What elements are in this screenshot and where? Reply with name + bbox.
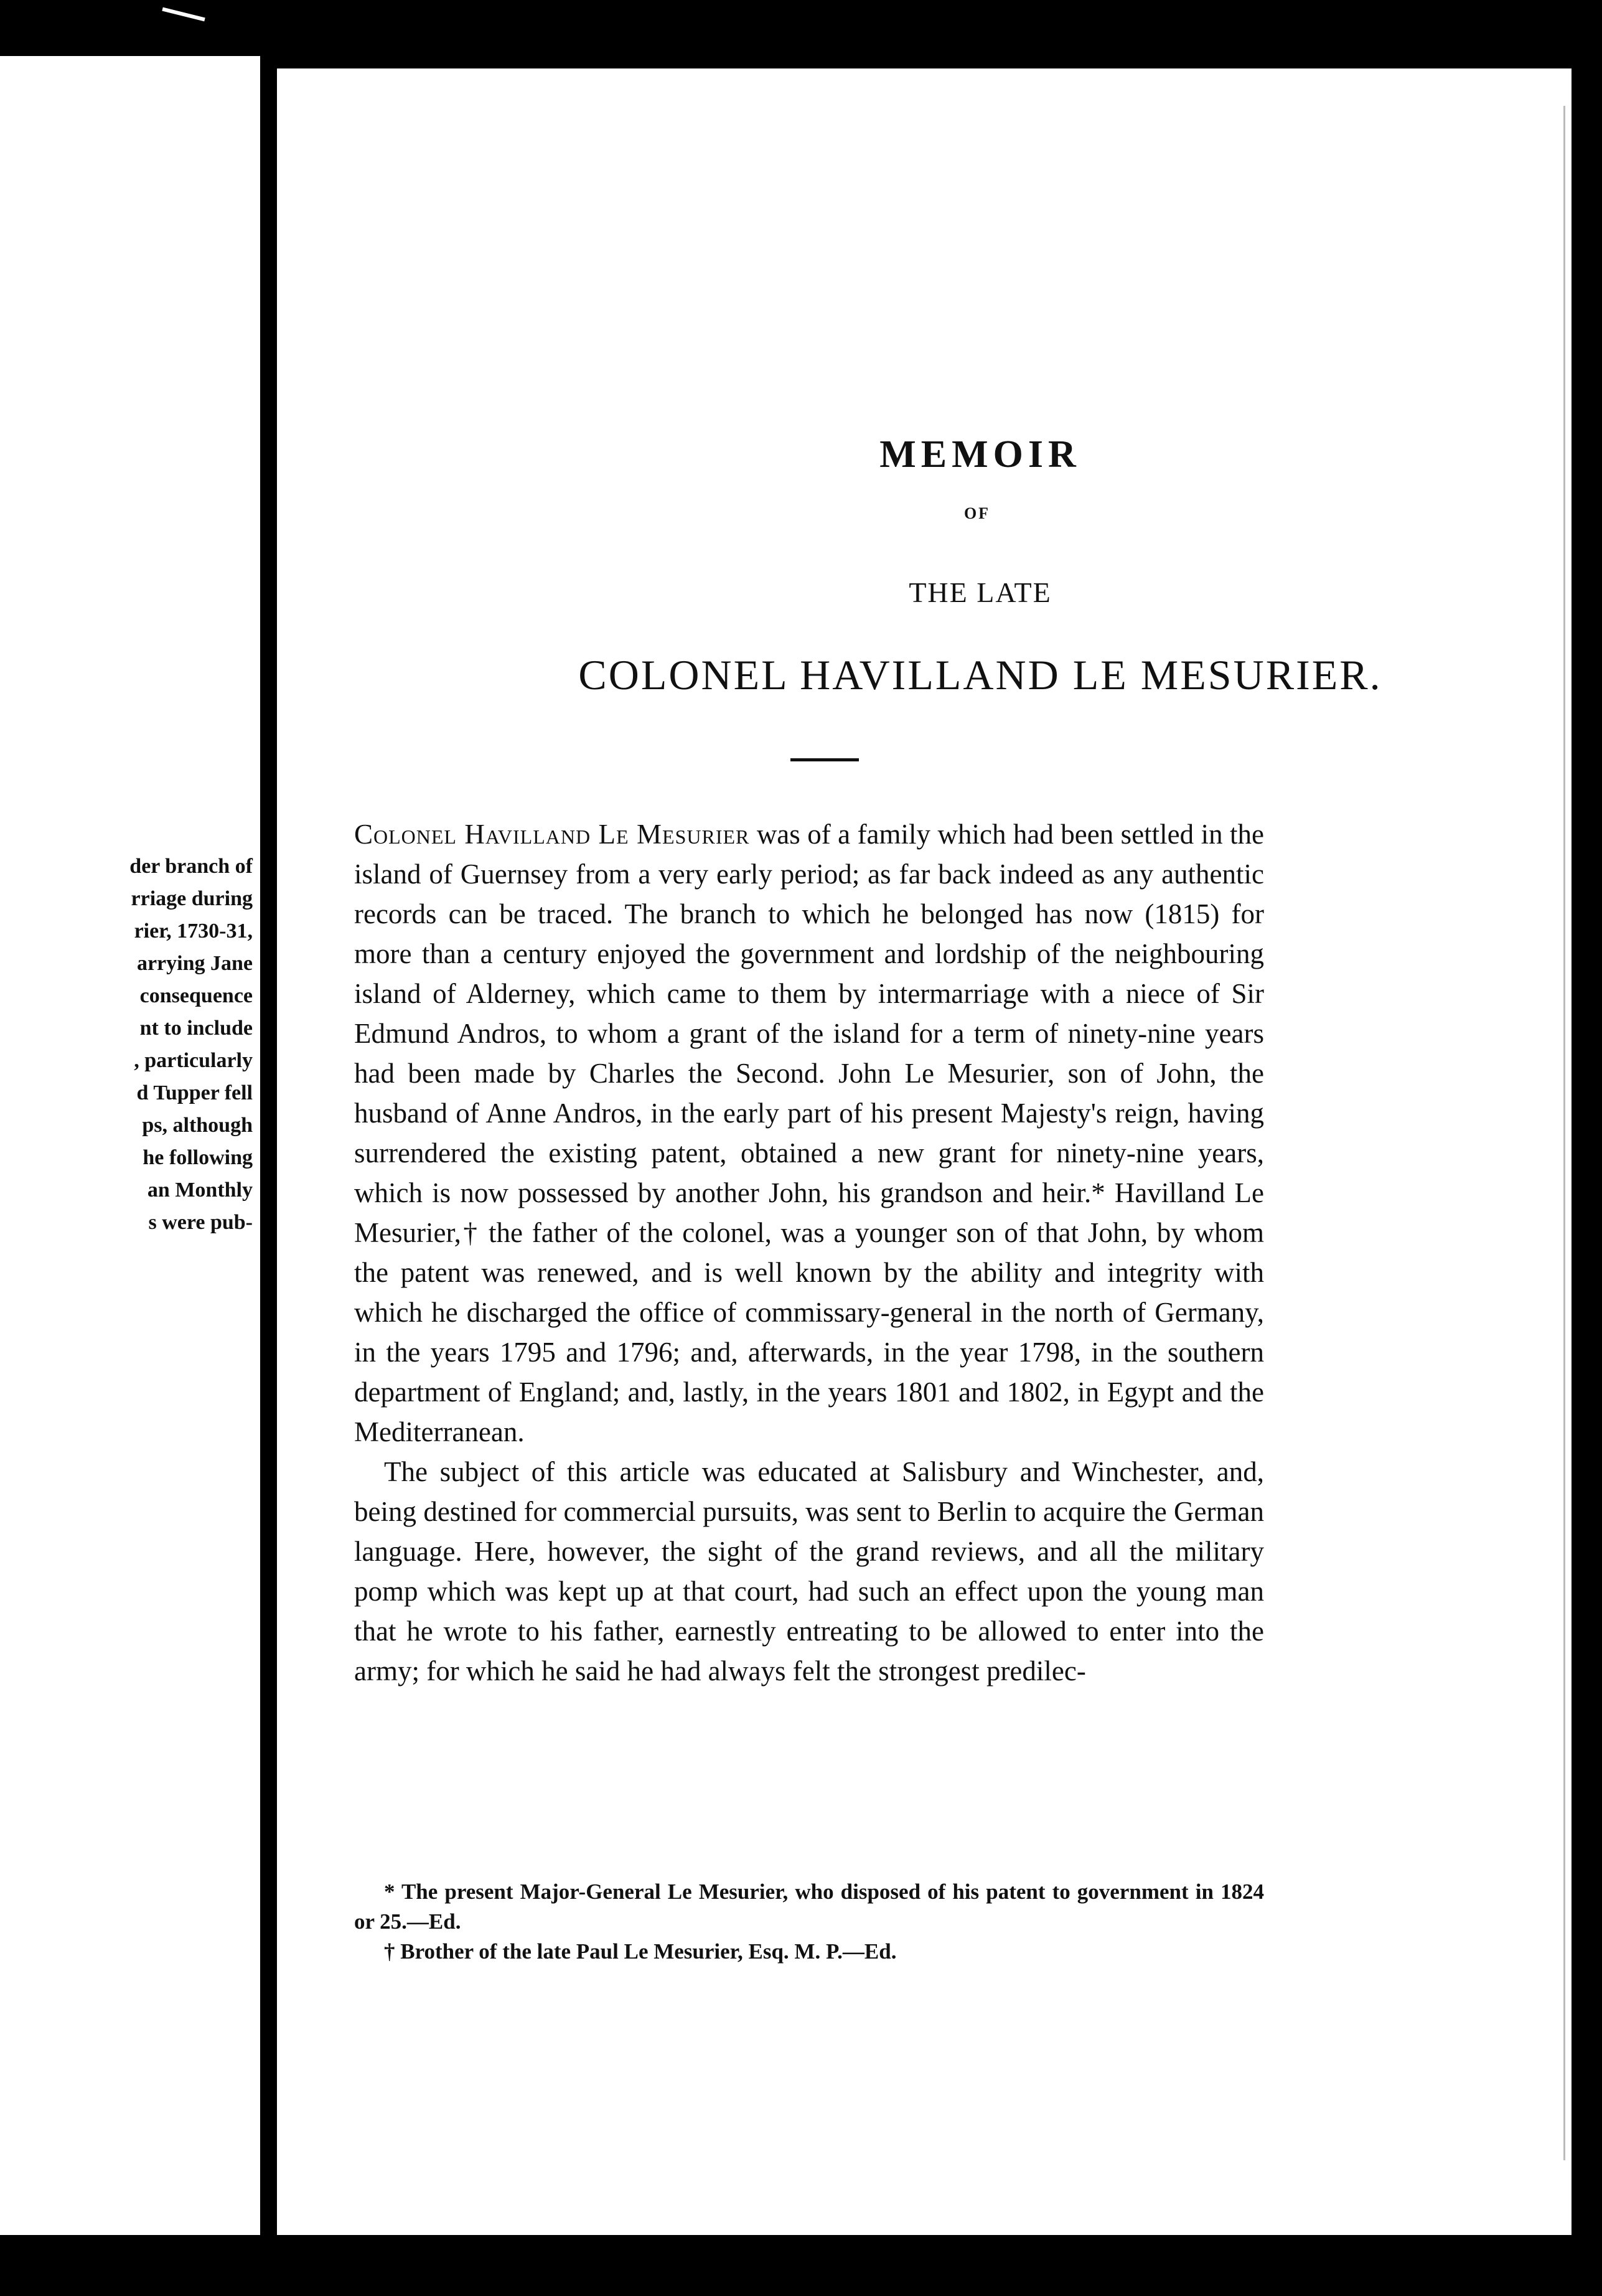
paragraph-2: The subject of this article was educated at Salisbury and Winchester, and, being destined for commercial pursuits, was sent to Berlin to acquire the German language. Here, however, the sight of the grand reviews, and all the military pomp which was kept up at that court, had such an effect upon the young man that he wrote to his father, earnestly entreating to be allowed to enter into the army; for which he said he had always felt the strongest predilec- bbox=[354, 1456, 1264, 1687]
left-page-line: rriage during bbox=[131, 887, 253, 910]
heading-the-late: THE LATE bbox=[909, 576, 1052, 608]
left-page-line: an Monthly bbox=[147, 1179, 253, 1202]
left-page-line: ps, although bbox=[142, 1114, 253, 1137]
heading-memoir: MEMOIR bbox=[879, 433, 1081, 476]
left-page-line: s were pub- bbox=[148, 1211, 253, 1234]
left-page-line: , particularly bbox=[134, 1049, 253, 1072]
heading-subject-name: COLONEL HAVILLAND LE MESURIER. bbox=[578, 651, 1382, 699]
footnote-1: * The present Major-General Le Mesurier, who disposed of his patent to government in 1824 or 25.—Ed. bbox=[354, 1880, 1264, 1934]
paragraph-1 bbox=[354, 814, 1264, 1452]
footnote-2: † Brother of the late Paul Le Mesurier, Esq. M. P.—Ed. bbox=[384, 1939, 897, 1964]
previous-page-fragment bbox=[0, 56, 260, 2235]
title-rule bbox=[790, 758, 859, 761]
left-page-line: nt to include bbox=[139, 1017, 253, 1040]
paragraph-text: was of a family which had been settled in the island of Guernsey from a very early period; as far back indeed as any authentic records can be traced. The branch to which he belonged has now (1815) for more than a century enjoyed the government and lordship of the neighbouring island of Alderney, which came to them by intermarriage with a niece of Sir Edmund Andros, to whom a grant of the island for a term of ninety-nine years had been made by Charles the Second. John Le Mesurier, son of John, the husband of Anne Andros, in the early part of his present Majesty's reign, having surrendered the existing patent, obtained a new grant for ninety-nine years, which is now possessed by another John, his grandson and heir.* Havilland Le Mesurier,† the father of the colonel, was a younger son of that John, by whom the patent was renewed, and is well known by the ability and integrity with which he discharged the office of commissary-general in the north of Germany, in the years 1795 and 1796; and, afterwards, in the year 1798, in the southern department of England; and, lastly, in the years 1801 and 1802, in Egypt and the Mediterranean. bbox=[354, 819, 1265, 1447]
body-text bbox=[354, 814, 1264, 1691]
footnotes bbox=[354, 1877, 1264, 1967]
scan-artifact bbox=[162, 7, 205, 22]
left-page-line: d Tupper fell bbox=[136, 1081, 253, 1104]
left-page-line: he following bbox=[143, 1146, 253, 1169]
heading-of: OF bbox=[963, 504, 991, 522]
left-page-line: rier, 1730-31, bbox=[134, 920, 253, 943]
paragraph-lead: Colonel Havilland Le Mesurier bbox=[354, 819, 750, 850]
left-page-line: der branch of bbox=[129, 855, 253, 878]
left-page-line: arrying Jane bbox=[136, 952, 253, 975]
left-page-line: consequence bbox=[139, 984, 253, 1007]
page-edge bbox=[1563, 106, 1565, 2160]
main-page bbox=[277, 68, 1572, 2235]
